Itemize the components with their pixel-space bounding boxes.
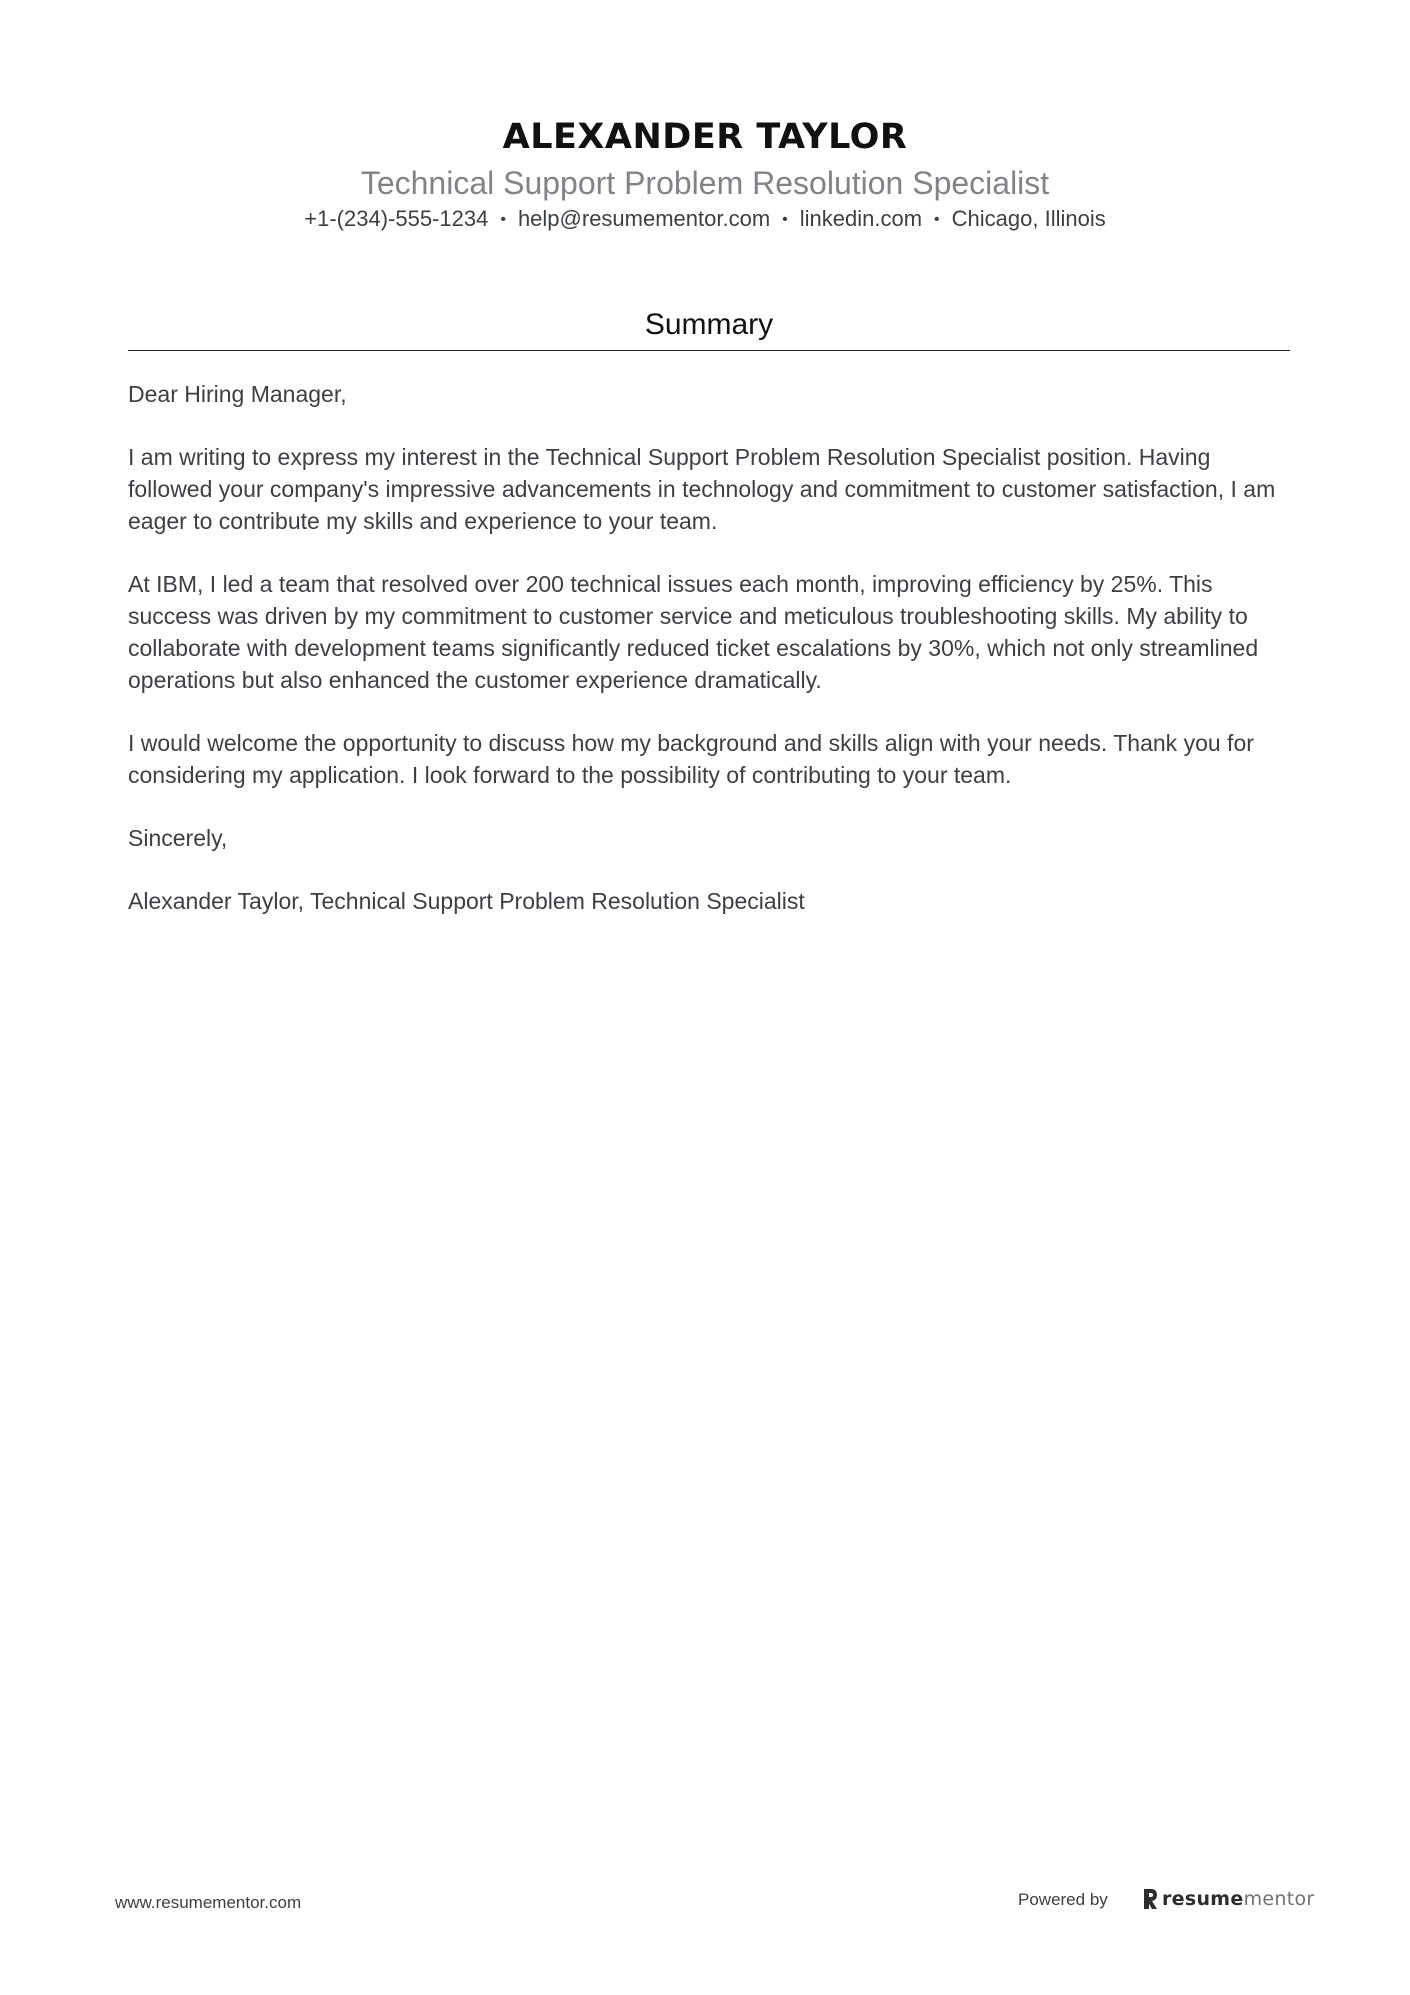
brand-wordmark-part: mentor bbox=[1243, 1888, 1315, 1910]
applicant-name: ALEXANDER TAYLOR bbox=[502, 117, 908, 157]
section-title: Summary bbox=[644, 308, 774, 341]
contact-line bbox=[0, 204, 1410, 235]
brand-wordmark bbox=[1162, 1885, 1315, 1913]
contact-phone: +1-(234)-555-1234 bbox=[304, 206, 489, 231]
brand-wordmark-part: resume bbox=[1162, 1888, 1244, 1910]
header bbox=[0, 112, 1410, 235]
section-divider bbox=[128, 350, 1290, 351]
job-title: Technical Support Problem Resolution Specialist bbox=[360, 165, 1050, 201]
salutation: Dear Hiring Manager, bbox=[128, 381, 347, 407]
contact-separator: • bbox=[500, 211, 506, 228]
footer-website: www.resumementor.com bbox=[115, 1893, 302, 1912]
footer-brand bbox=[1142, 1885, 1315, 1913]
signature: Alexander Taylor, Technical Support Problem Resolution Specialist bbox=[128, 888, 805, 914]
paragraph: At IBM, I led a team that resolved over 200 technical issues each month, improving efficiency by 25%. This success was driven by my commitment to customer service and meticulous troubleshooting skills. My ability to collaborate with development teams significantly reduced ticket escalations by 30%, which not only streamlined operations but also enhanced the customer experience dramatically. bbox=[128, 571, 1259, 693]
contact-location: Chicago, Illinois bbox=[951, 206, 1106, 231]
contact-linkedin: linkedin.com bbox=[799, 206, 923, 231]
closing: Sincerely, bbox=[128, 825, 228, 851]
letter-body bbox=[128, 378, 1298, 948]
resumementor-logo-icon bbox=[1142, 1888, 1158, 1910]
footer-powered-by: Powered by bbox=[1018, 1890, 1108, 1909]
contact-separator: • bbox=[934, 211, 940, 228]
contact-email: help@resumementor.com bbox=[517, 206, 771, 231]
paragraph: I am writing to express my interest in the Technical Support Problem Resolution Specialist position. Having followed your company's impressive advancements in technology and commitment to customer satisfaction, I am eager to contribute my skills and experience to your team. bbox=[128, 444, 1276, 534]
paragraph: I would welcome the opportunity to discuss how my background and skills align with your needs. Thank you for considering my application. I look forward to the possibility of contributing to your team. bbox=[128, 730, 1254, 788]
contact-separator: • bbox=[782, 211, 788, 228]
